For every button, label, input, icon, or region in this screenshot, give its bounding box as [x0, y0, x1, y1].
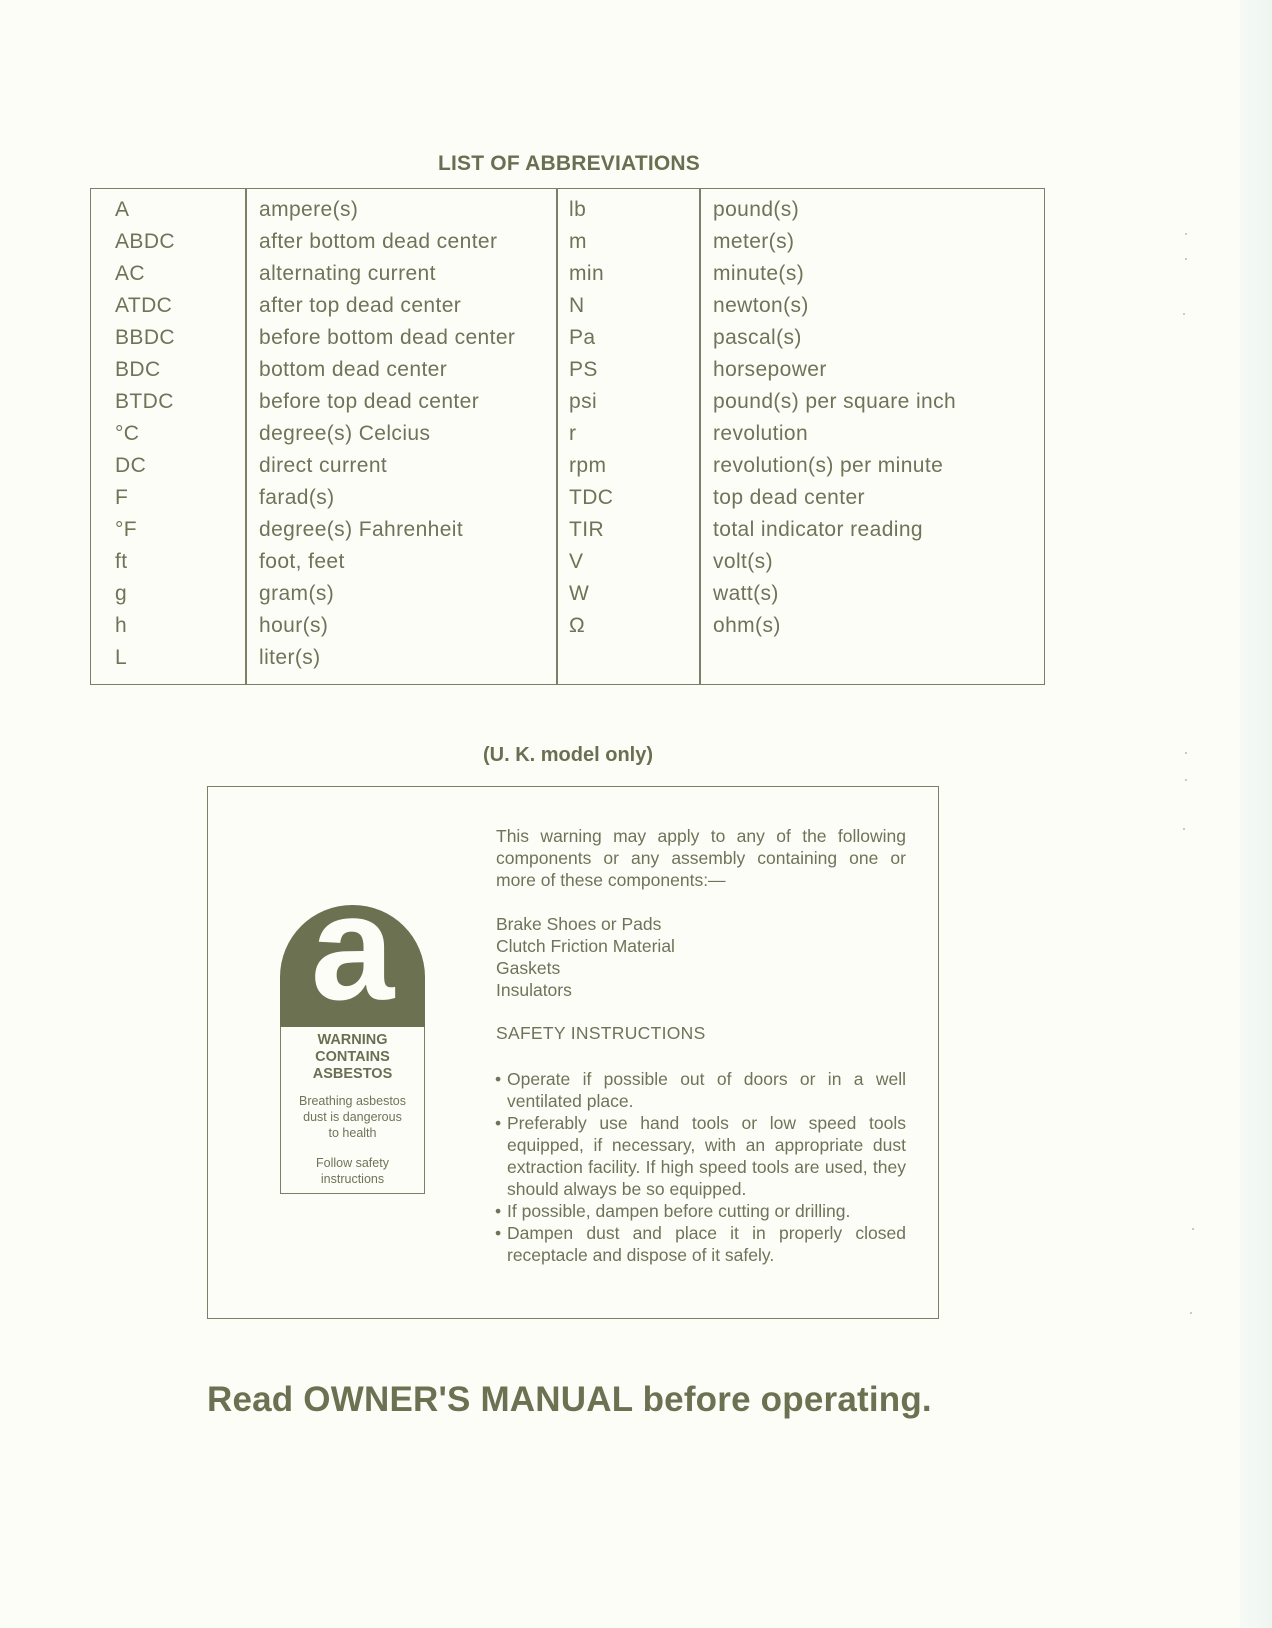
table-row	[91, 194, 1044, 226]
meaning-cell: foot, feet	[259, 550, 345, 573]
table-row	[91, 546, 1044, 578]
abbreviation-cell: AC	[115, 262, 145, 285]
meaning-cell: watt(s)	[713, 582, 779, 605]
abbreviation-cell: PS	[569, 358, 598, 381]
abbreviation-cell: A	[115, 198, 130, 221]
component-item: Clutch Friction Material	[496, 936, 675, 956]
asbestos-a-logo-icon	[280, 905, 425, 1027]
label-health-line: Breathing asbestos	[298, 1094, 406, 1108]
abbreviation-cell: Pa	[569, 326, 596, 349]
component-list	[496, 913, 906, 1001]
label-health-line: dust is dangerous	[303, 1110, 402, 1124]
abbreviation-cell: lb	[569, 198, 587, 221]
meaning-cell: ampere(s)	[259, 198, 359, 221]
meaning-cell: direct current	[259, 454, 388, 477]
meaning-cell: degree(s) Celcius	[259, 422, 431, 445]
abbreviation-cell: °F	[115, 518, 138, 541]
scan-speck	[1185, 779, 1187, 781]
meaning-cell: after top dead center	[259, 294, 462, 317]
abbreviation-cell: TDC	[569, 486, 614, 509]
abbreviations-table	[90, 188, 1045, 685]
page-title: LIST OF ABBREVIATIONS	[437, 152, 701, 175]
component-item: Brake Shoes or Pads	[496, 914, 662, 934]
meaning-cell: liter(s)	[259, 646, 321, 669]
meaning-cell: after bottom dead center	[259, 230, 498, 253]
scan-speck	[1183, 313, 1185, 315]
meaning-cell: gram(s)	[259, 582, 335, 605]
abbreviation-cell: h	[115, 614, 128, 637]
abbreviation-cell: °C	[115, 422, 140, 445]
meaning-cell: newton(s)	[713, 294, 809, 317]
meaning-cell: degree(s) Fahrenheit	[259, 518, 464, 541]
abbreviation-cell: Ω	[569, 614, 586, 637]
meaning-cell: pound(s) per square inch	[713, 390, 957, 413]
meaning-cell: minute(s)	[713, 262, 805, 285]
logo-letter: a	[310, 905, 395, 1027]
label-heading-line: WARNING	[317, 1032, 388, 1048]
table-row	[91, 258, 1044, 290]
meaning-cell: before bottom dead center	[259, 326, 516, 349]
owners-manual-notice: Read OWNER'S MANUAL before operating.	[207, 1380, 932, 1419]
label-health-line: to health	[328, 1126, 377, 1140]
table-row	[91, 642, 1044, 674]
label-health-text	[281, 1093, 424, 1141]
table-row	[91, 418, 1044, 450]
abbreviation-cell: r	[569, 422, 577, 445]
table-row	[91, 322, 1044, 354]
abbreviation-cell: ABDC	[115, 230, 175, 253]
scan-speck	[1192, 1228, 1194, 1230]
scan-speck	[1185, 233, 1187, 235]
safety-instruction: • Preferably use hand tools or low speed tools equipped, if necessary, with an appropriate dust extraction facility. If high speed tools are used, they should always be so equipped.	[496, 1112, 906, 1200]
abbreviation-cell: W	[569, 582, 590, 605]
meaning-cell: horsepower	[713, 358, 827, 381]
asbestos-warning-label	[280, 905, 425, 1194]
component-item: Gaskets	[496, 958, 561, 978]
abbreviation-cell: ft	[115, 550, 128, 573]
meaning-cell: top dead center	[713, 486, 865, 509]
safety-instruction: • Operate if possible out of doors or in a well ventilated place.	[496, 1068, 906, 1112]
scan-speck	[1185, 752, 1187, 754]
table-row	[91, 386, 1044, 418]
warning-text	[496, 825, 906, 1266]
abbreviation-cell: N	[569, 294, 585, 317]
table-row	[91, 450, 1044, 482]
abbreviation-cell: F	[115, 486, 129, 509]
meaning-cell: pound(s)	[713, 198, 800, 221]
safety-instructions-heading: SAFETY INSTRUCTIONS	[496, 1023, 706, 1043]
meaning-cell: ohm(s)	[713, 614, 781, 637]
scan-speck	[1185, 258, 1187, 260]
abbreviation-cell: V	[569, 550, 584, 573]
meaning-cell: bottom dead center	[259, 358, 448, 381]
label-heading	[281, 1032, 424, 1083]
meaning-cell: revolution	[713, 422, 809, 445]
table-row	[91, 578, 1044, 610]
abbreviation-cell: min	[569, 262, 605, 285]
label-follow-line: Follow safety	[316, 1156, 389, 1170]
table-row	[91, 482, 1044, 514]
meaning-cell: hour(s)	[259, 614, 329, 637]
meaning-cell: total indicator reading	[713, 518, 923, 541]
abbreviation-cell: DC	[115, 454, 147, 477]
scan-speck	[1183, 828, 1185, 830]
scan-speck	[1190, 1312, 1192, 1314]
abbreviation-cell: rpm	[569, 454, 607, 477]
label-follow-line: instructions	[320, 1172, 385, 1186]
meaning-cell: farad(s)	[259, 486, 335, 509]
label-heading-line: ASBESTOS	[312, 1066, 393, 1082]
safety-instructions-list	[496, 1068, 906, 1266]
meaning-cell: revolution(s) per minute	[713, 454, 944, 477]
page-edge	[1240, 0, 1272, 1628]
table-row	[91, 354, 1044, 386]
abbreviation-cell: m	[569, 230, 587, 253]
label-text-panel	[280, 1027, 425, 1194]
meaning-cell: meter(s)	[713, 230, 795, 253]
table-row	[91, 290, 1044, 322]
safety-instruction: • Dampen dust and place it in properly closed receptacle and dispose of it safely.	[496, 1222, 906, 1266]
meaning-cell: volt(s)	[713, 550, 773, 573]
uk-model-note: (U. K. model only)	[483, 744, 653, 766]
table-row	[91, 514, 1044, 546]
component-item: Insulators	[496, 980, 572, 1000]
abbreviation-cell: BBDC	[115, 326, 175, 349]
abbreviation-cell: L	[115, 646, 128, 669]
meaning-cell: before top dead center	[259, 390, 480, 413]
label-heading-line: CONTAINS	[315, 1049, 390, 1065]
warning-intro: This warning may apply to any of the following components or any assembly containing one or more of these components:—	[496, 826, 906, 890]
label-follow-text	[281, 1155, 424, 1187]
abbreviation-cell: ATDC	[115, 294, 173, 317]
table-row	[91, 226, 1044, 258]
safety-instruction: • If possible, dampen before cutting or drilling.	[496, 1200, 906, 1222]
abbreviation-cell: BTDC	[115, 390, 174, 413]
abbreviation-cell: BDC	[115, 358, 161, 381]
abbreviation-cell: psi	[569, 390, 598, 413]
table-row	[91, 610, 1044, 642]
meaning-cell: alternating current	[259, 262, 436, 285]
asbestos-warning-box	[207, 786, 939, 1319]
abbreviation-cell: g	[115, 582, 128, 605]
meaning-cell: pascal(s)	[713, 326, 802, 349]
abbreviation-cell: TIR	[569, 518, 605, 541]
